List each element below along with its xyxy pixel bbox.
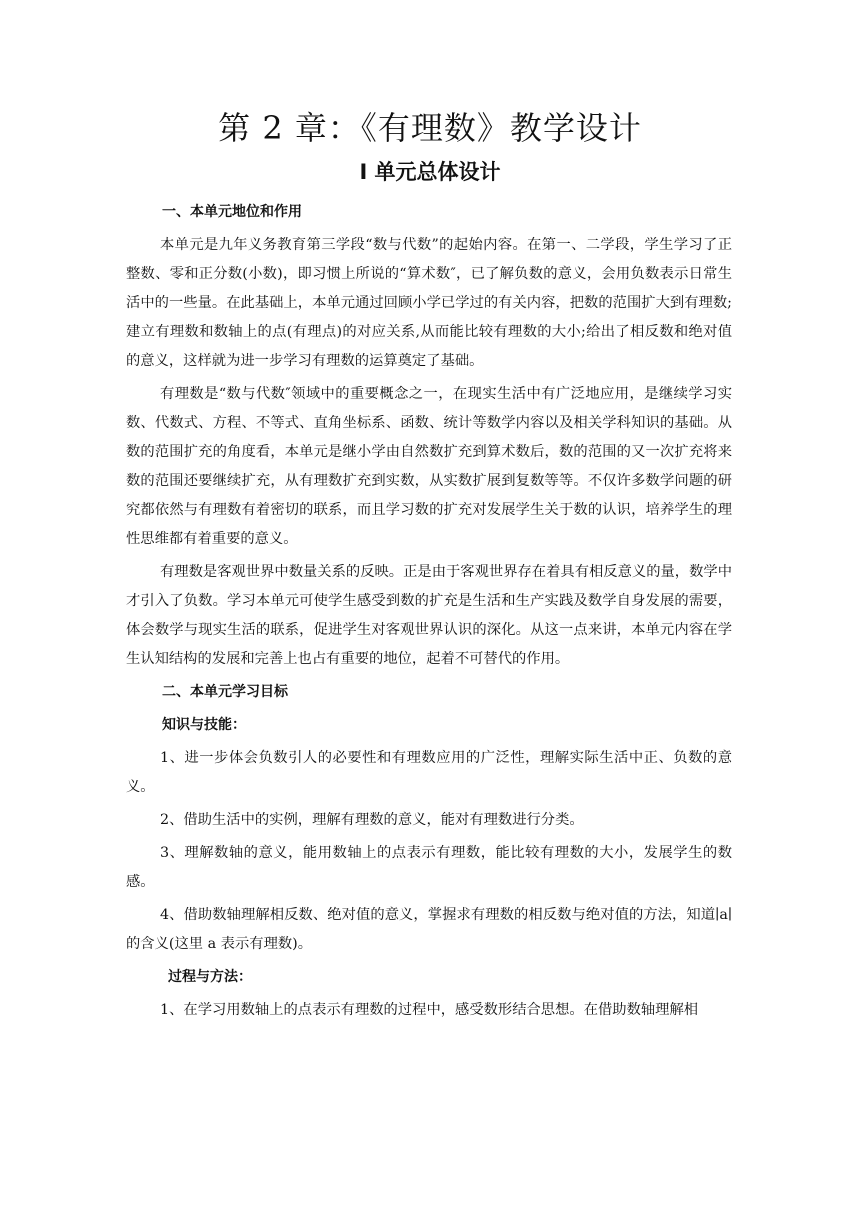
document-body xyxy=(126,198,732,1029)
document-subtitle: Ⅰ 单元总体设计 xyxy=(359,160,501,184)
section-heading-goals: 二、本单元学习目标 xyxy=(162,684,288,700)
list-item: 1、进一步体会负数引人的必要性和有理数应用的广泛性，理解实际生活中正、负数的意义。 xyxy=(126,750,732,795)
section-heading-position: 一、本单元地位和作用 xyxy=(162,204,302,220)
subheading-knowledge-skills: 知识与技能： xyxy=(162,717,246,733)
paragraph: 有理数是客观世界中数量关系的反映。正是由于客观世界存在着具有相反意义的量，数学中才引入了负数。学习本单元可使学生感受到数的扩充是生活和生产实践及数学自身发展的需要，体会数学与现实生活的联系，促进学生对客观世界认识的深化。从这一点来讲，本单元内容在学生认知结构的发展和完善上也占有重要的地位，起着不可替代的作用。 xyxy=(126,564,732,667)
list-item: 1、在学习用数轴上的点表示有理数的过程中，感受数形结合思想。在借助数轴理解相 xyxy=(160,1002,699,1018)
paragraph: 有理数是“数与代数″领域中的重要概念之一，在现实生活中有广泛地应用，是继续学习实数、代数式、方程、不等式、直角坐标系、函数、统计等数学内容以及相关学科知识的基础。从数的范围扩充的角度看，本单元是继小学由自然数扩充到算术数后，数的范围的又一次扩充将来数的范围还要继续扩充，从有理数扩充到实数，从实数扩展到复数等等。不仅许多数学问题的研究都依然与有理数有着密切的联系，而且学习数的扩充对发展学生关于数的认识，培养学生的理性思维都有着重要的意义。 xyxy=(126,386,732,547)
list-item: 4、借助数轴理解相反数、绝对值的意义，掌握求有理数的相反数与绝对值的方法，知道∣a∣的含义(这里 a 表示有理数)。 xyxy=(126,907,732,952)
paragraph: 本单元是九年义务教育第三学段“数与代数”的起始内容。在第一、二学段，学生学习了正整数、零和正分数(小数)，即习惯上所说的“算术数″，已了解负数的意义，会用负数表示日常生活中的一些量。在此基础上，本单元通过回顾小学已学过的有关内容，把数的范围扩大到有理数;建立有理数和数轴上的点(有理点)的对应关系,从而能比较有理数的大小;给出了相反数和绝对值的意义，这样就为进一步学习有理数的运算奠定了基础。 xyxy=(126,237,732,369)
list-item: 2、借助生活中的实例，理解有理数的意义，能对有理数进行分类。 xyxy=(160,812,584,828)
subheading-process-methods: 过程与方法： xyxy=(168,969,252,985)
document-title: 第 2 章：《有理数》教学设计 xyxy=(218,109,642,147)
list-item: 3、理解数轴的意义，能用数轴上的点表示有理数，能比较有理数的大小，发展学生的数感。 xyxy=(126,845,732,890)
